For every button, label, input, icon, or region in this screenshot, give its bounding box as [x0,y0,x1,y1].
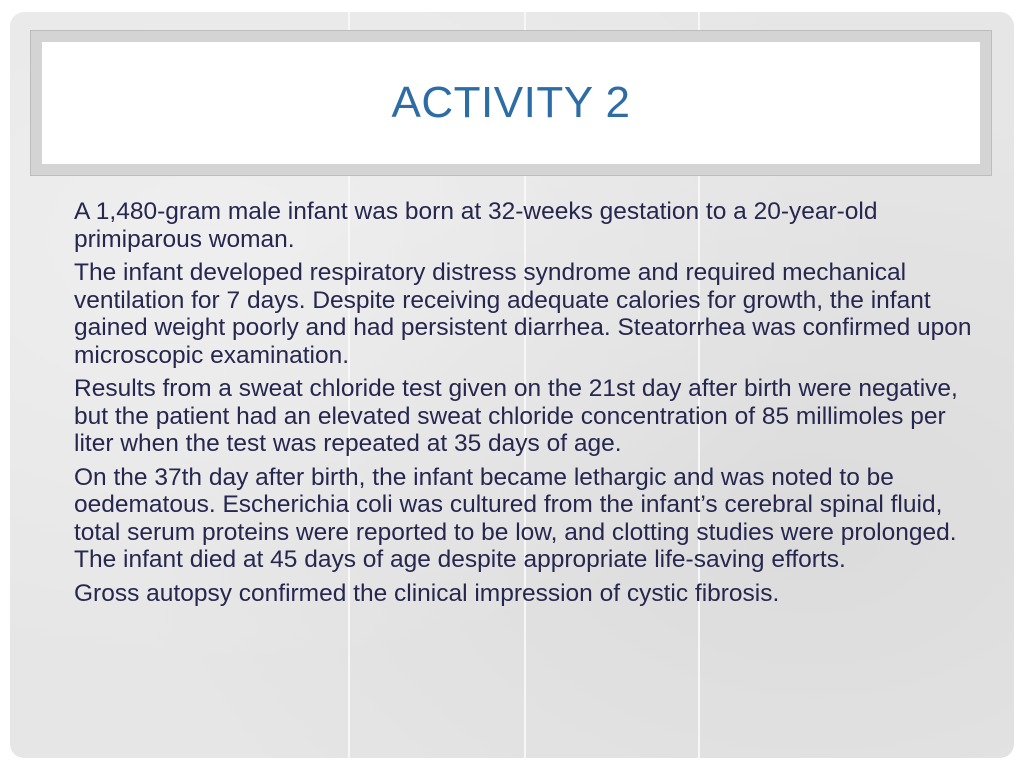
paragraph-3: Results from a sweat chloride test given on the 21st day after birth were negative, but the patient had an elevated sweat chloride concentration of 85 millimoles per liter when the test was repeated at 35 days of age. [74,375,958,457]
slide-title: ACTIVITY 2 [391,78,631,127]
paragraph-5: Gross autopsy confirmed the clinical impression of cystic fibrosis. [74,579,780,607]
slide-body [74,198,974,613]
paragraph-2: The infant developed respiratory distress syndrome and required mechanical ventilation for 7 days. Despite receiving adequate calories for growth, the infant gained weight poorly and had persistent diarrhea. Steatorrhea was confirmed upon microscopic examination. [74,259,972,369]
paragraph-4: On the 37th day after birth, the infant became lethargic and was noted to be oedematous. Escherichia coli was cultured from the infant’s cerebral spinal fluid, total serum proteins were reported to be low, and clotting studies were prolonged. The infant died at 45 days of age despite appropriate life-saving efforts. [74,463,957,573]
title-frame [30,30,992,176]
title-box [42,42,980,164]
paragraph-1: A 1,480-gram male infant was born at 32-weeks gestation to a 20-year-old primiparous woman. [74,198,878,253]
slide [10,12,1014,758]
